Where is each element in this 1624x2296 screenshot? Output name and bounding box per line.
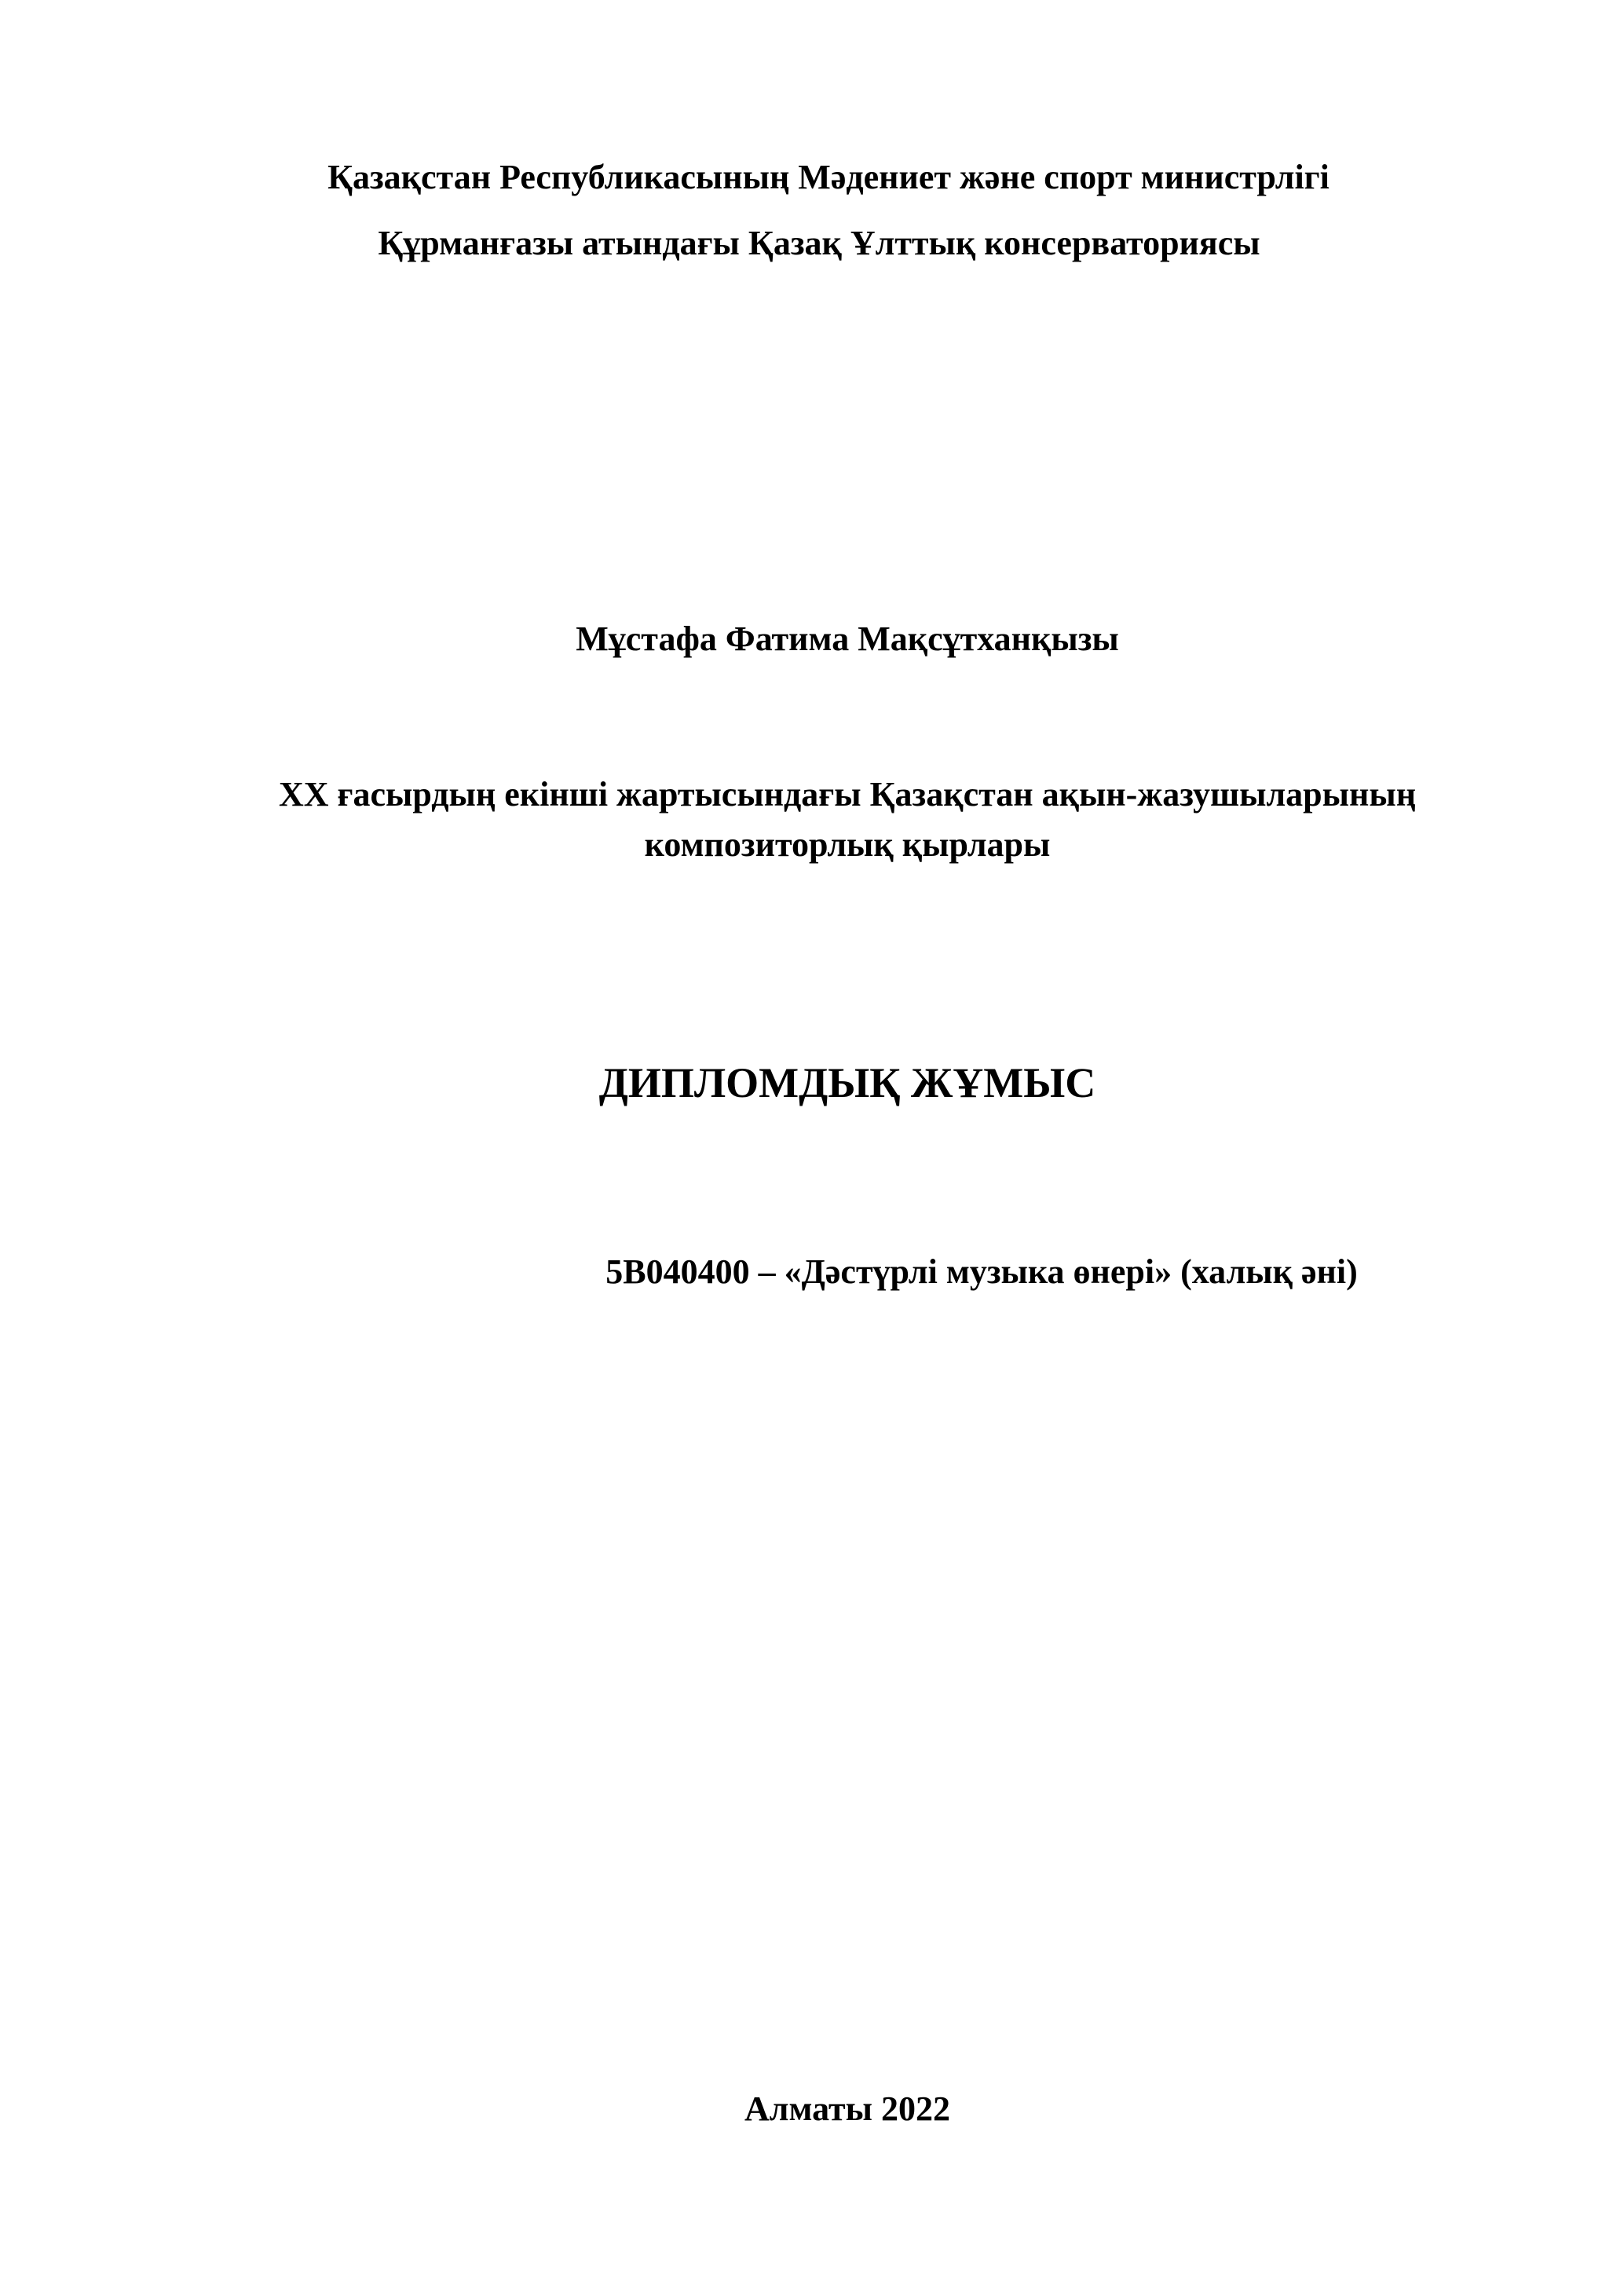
specialty-code: 5В040400 – «Дәстүрлі музыка өнері» (халық әні) <box>605 1252 1358 1291</box>
author-name: Мұстафа Фатима Мақсұтханқызы <box>576 620 1119 658</box>
work-type-heading: ДИПЛОМДЫҚ ЖҰМЫС <box>598 1059 1096 1106</box>
city-year: Алматы 2022 <box>744 2089 950 2128</box>
thesis-title-line-1: XX ғасырдың екінші жартысындағы Қазақстан ақын-жазушыларының <box>278 775 1417 813</box>
ministry-heading: Қазақстан Республикасының Мәдениет және спорт министрлігі <box>327 158 1330 196</box>
institution-heading: Құрманғазы атындағы Қазақ Ұлттық консерваториясы <box>378 224 1260 262</box>
thesis-title-line-2: композиторлық қырлары <box>644 825 1051 864</box>
